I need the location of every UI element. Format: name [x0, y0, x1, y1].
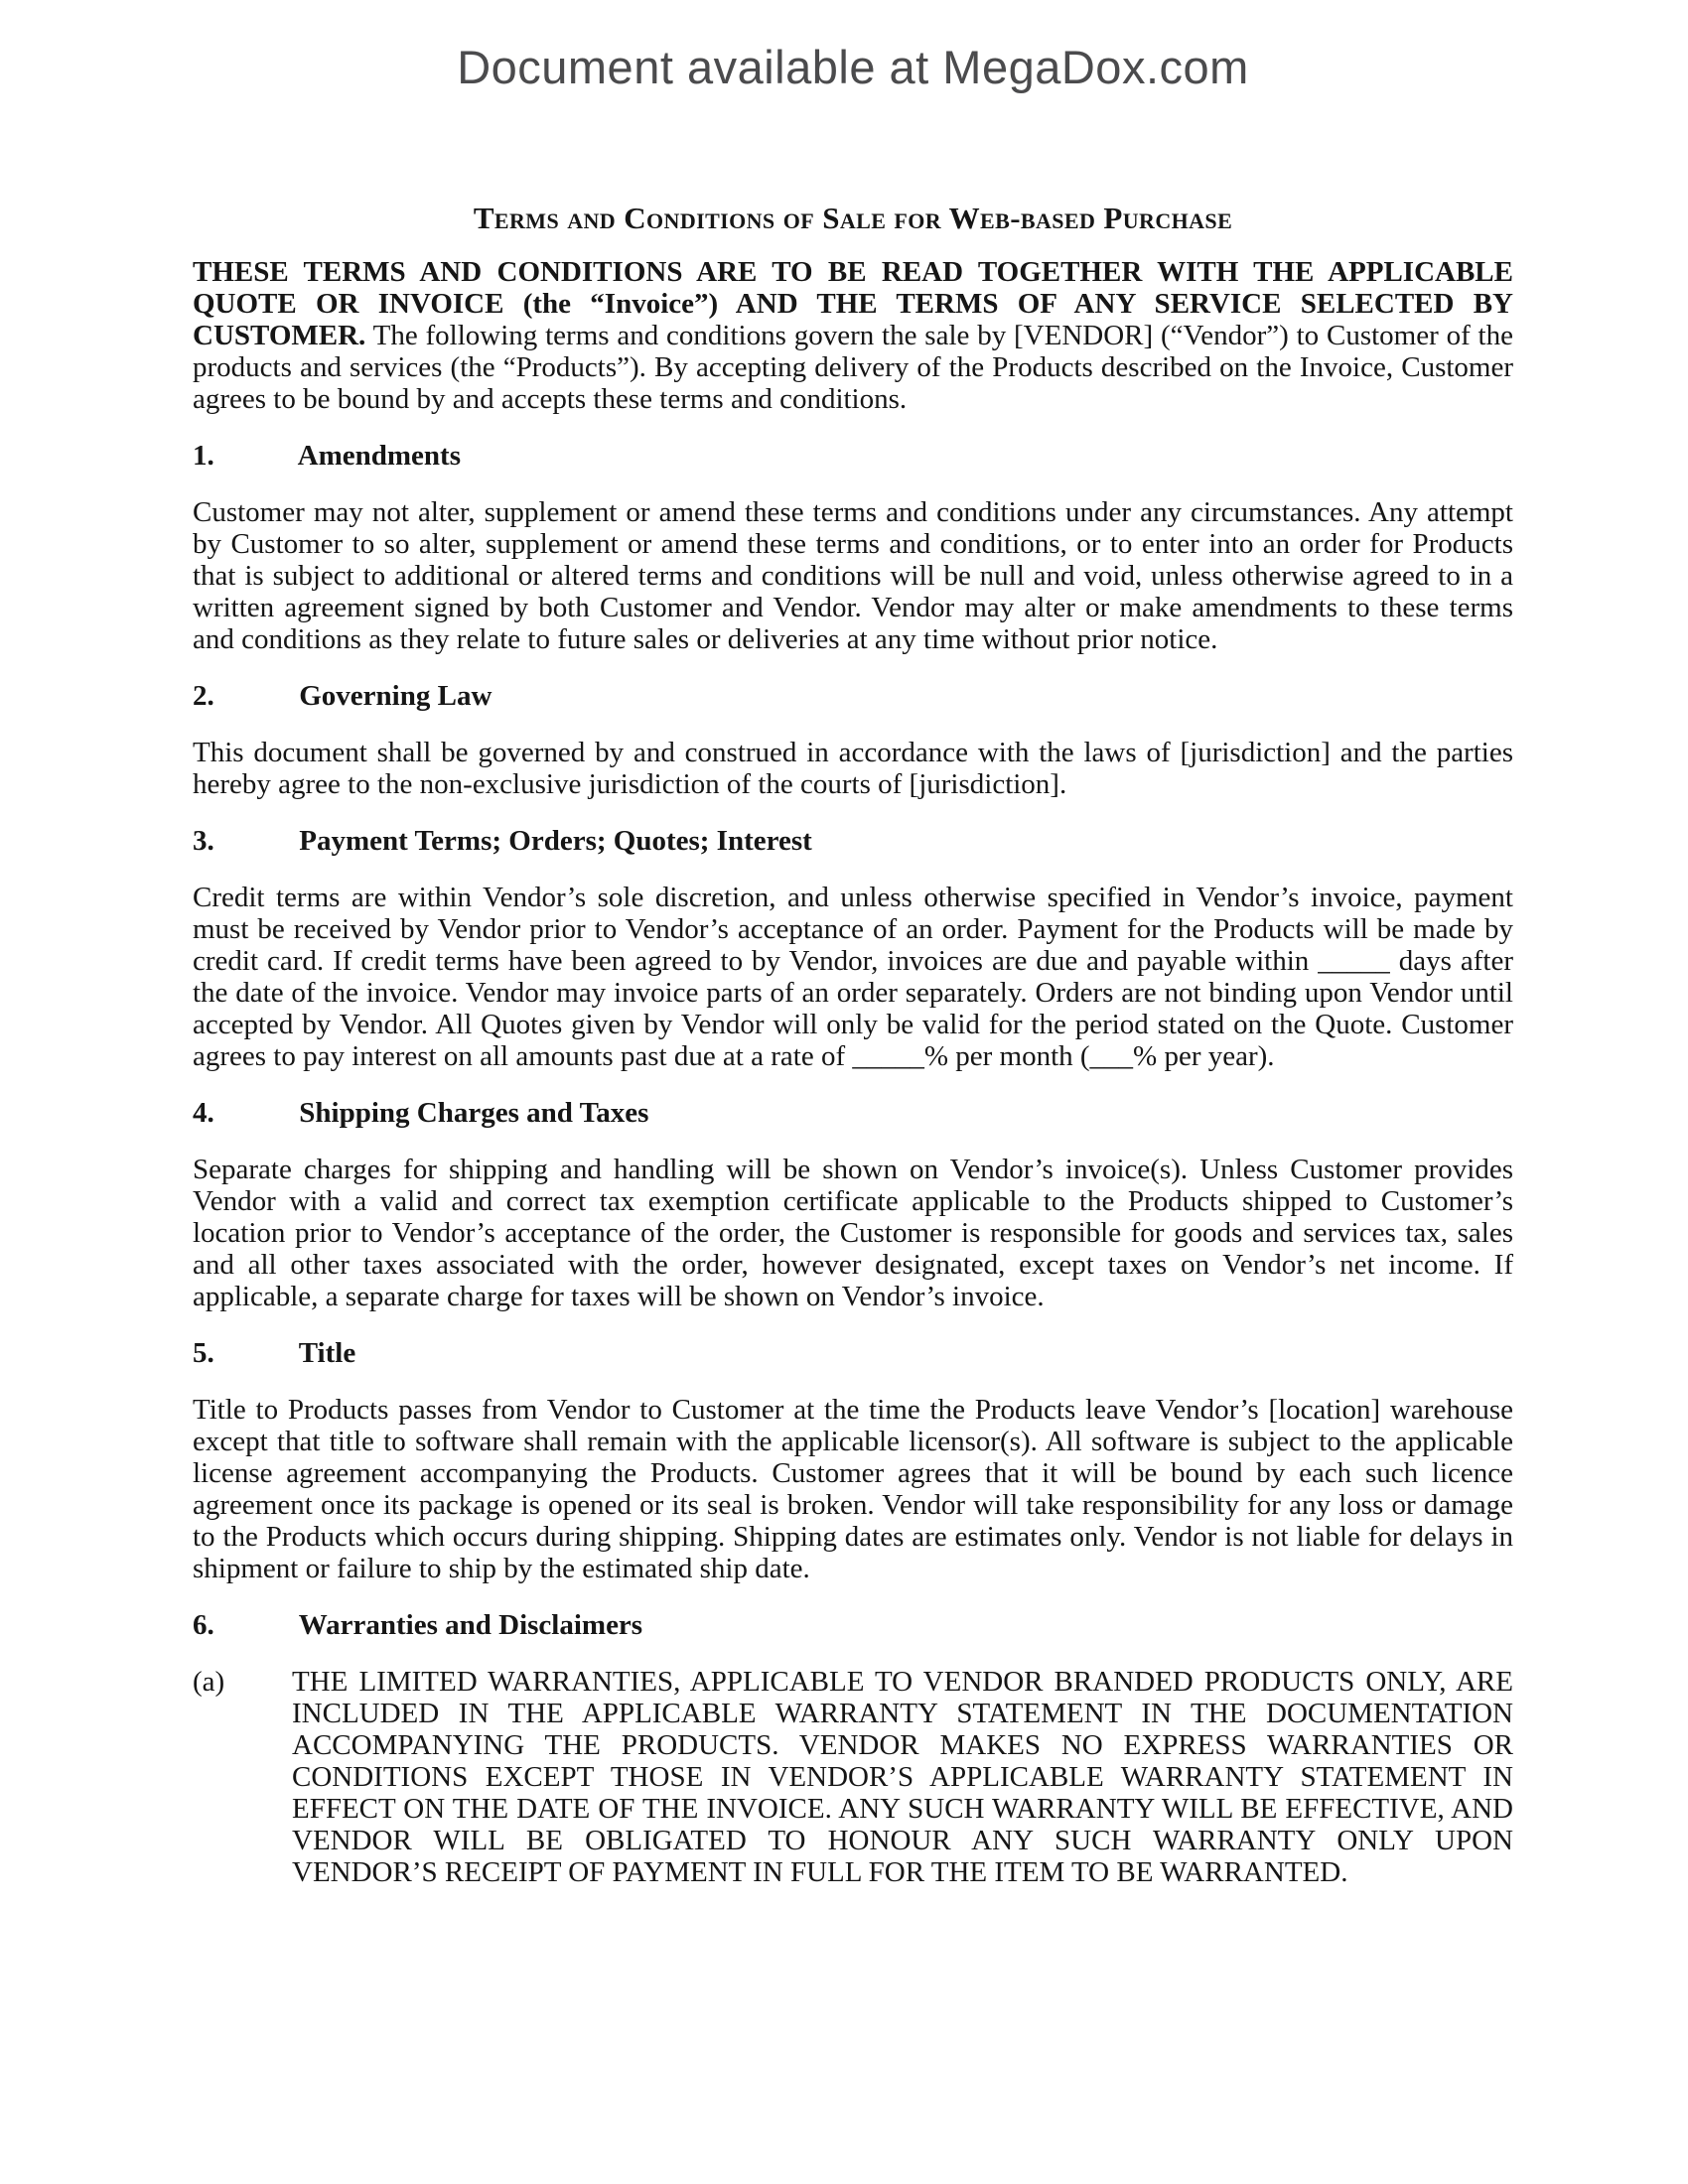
subitem-label: (a): [193, 1666, 225, 1698]
section-governing-law: [193, 680, 1513, 800]
section-number: 4.: [193, 1097, 214, 1129]
section-title: Payment Terms; Orders; Quotes; Interest: [299, 825, 812, 857]
section-paragraph: Credit terms are within Vendor’s sole discretion, and unless otherwise specified in Vendor’s invoice, payment must be received by Vendor prior to Vendor’s acceptance of an order. Payment for the Products will be made by credit card. If credit terms have been agreed to by Vendor, invoices are due and payable within _____ days after the date of the invoice. Vendor may invoice parts of an order separately. Orders are not binding upon Vendor until accepted by Vendor. All Quotes given by Vendor will only be valid for the period stated on the Quote. Customer agrees to pay interest on all amounts past due at a rate of _____% per month (___% per year).: [193, 882, 1513, 1072]
section-heading: [193, 1609, 1513, 1641]
section-heading: [193, 440, 1513, 472]
section-title: Warranties and Disclaimers: [298, 1609, 643, 1641]
section-heading: [193, 1337, 1513, 1369]
section-paragraph: This document shall be governed by and construed in accordance with the laws of [jurisdiction] and the parties hereby agree to the non-exclusive jurisdiction of the courts of [jurisdiction].: [193, 737, 1513, 800]
section-title: Title: [298, 1337, 356, 1369]
subitem-text: THE LIMITED WARRANTIES, APPLICABLE TO VENDOR BRANDED PRODUCTS ONLY, ARE INCLUDED IN THE APPLICABLE WARRANTY STATEMENT IN THE DOCUMENTATION ACCOMPANYING THE PRODUCTS. VENDOR MAKES NO EXPRESS WARRANTIES OR CONDITIONS EXCEPT THOSE IN VENDOR’S APPLICABLE WARRANTY STATEMENT IN EFFECT ON THE DATE OF THE INVOICE. ANY SUCH WARRANTY WILL BE EFFECTIVE, AND VENDOR WILL BE OBLIGATED TO HONOUR ANY SUCH WARRANTY ONLY UPON VENDOR’S RECEIPT OF PAYMENT IN FULL FOR THE ITEM TO BE WARRANTED.: [292, 1666, 1513, 1888]
section-amendments: [193, 440, 1513, 655]
section-paragraph: Customer may not alter, supplement or amend these terms and conditions under any circumstances. Any attempt by Customer to so alter, supplement or amend these terms and conditions, or to enter into an order for Products that is subject to additional or altered terms and conditions will be null and void, unless otherwise agreed to in a written agreement signed by both Customer and Vendor. Vendor may alter or make amendments to these terms and conditions as they relate to future sales or deliveries at any time without prior notice.: [193, 496, 1513, 655]
subitem-a: [193, 1666, 1513, 1888]
section-paragraph: Title to Products passes from Vendor to Customer at the time the Products leave Vendor’s [location] warehouse except that title to software shall remain with the applicable licensor(s). All software is subject to the applicable license agreement accompanying the Products. Customer agrees that it will be bound by each such licence agreement once its package is opened or its seal is broken. Vendor will take responsibility for any loss or damage to the Products which occurs during shipping. Shipping dates are estimates only. Vendor is not liable for delays in shipment or failure to ship by the estimated ship date.: [193, 1394, 1513, 1584]
section-title: Shipping Charges and Taxes: [299, 1097, 649, 1129]
section-heading: [193, 1097, 1513, 1129]
section-heading: [193, 825, 1513, 857]
section-shipping-charges: [193, 1097, 1513, 1312]
section-number: 2.: [193, 680, 214, 712]
section-number: 5.: [193, 1337, 214, 1369]
section-paragraph: Separate charges for shipping and handling will be shown on Vendor’s invoice(s). Unless Customer provides Vendor with a valid and correct tax exemption certificate applicable to the Products shipped to Customer’s location prior to Vendor’s acceptance of the order, the Customer is responsible for goods and services tax, sales and all other taxes associated with the order, however designated, except taxes on Vendor’s net income. If applicable, a separate charge for taxes will be shown on Vendor’s invoice.: [193, 1154, 1513, 1312]
section-title: Amendments: [297, 440, 461, 472]
intro-bold-text: THESE TERMS AND CONDITIONS ARE TO BE READ TOGETHER WITH THE APPLICABLE QUOTE OR INVOICE (the “Invoice”) AND THE TERMS OF ANY SERVICE SELECTED BY CUSTOMER.: [193, 256, 1513, 351]
section-number: 3.: [193, 825, 214, 857]
section-title-clause: [193, 1337, 1513, 1584]
section-number: 1.: [193, 440, 214, 472]
section-number: 6.: [193, 1609, 214, 1641]
intro-paragraph: [193, 256, 1513, 415]
intro-regular-text: The following terms and conditions govern the sale by [VENDOR] (“Vendor”) to Customer of the products and services (the “Products”). By accepting delivery of the Products described on the Invoice, Customer agrees to be bound by and accepts these terms and conditions.: [193, 320, 1513, 415]
section-warranties: [193, 1609, 1513, 1888]
watermark-header: Document available at MegaDox.com: [457, 41, 1249, 93]
section-title: Governing Law: [299, 680, 492, 712]
document-title: Terms and Conditions of Sale for Web-based Purchase: [473, 201, 1233, 235]
section-heading: [193, 680, 1513, 712]
section-payment-terms: [193, 825, 1513, 1072]
